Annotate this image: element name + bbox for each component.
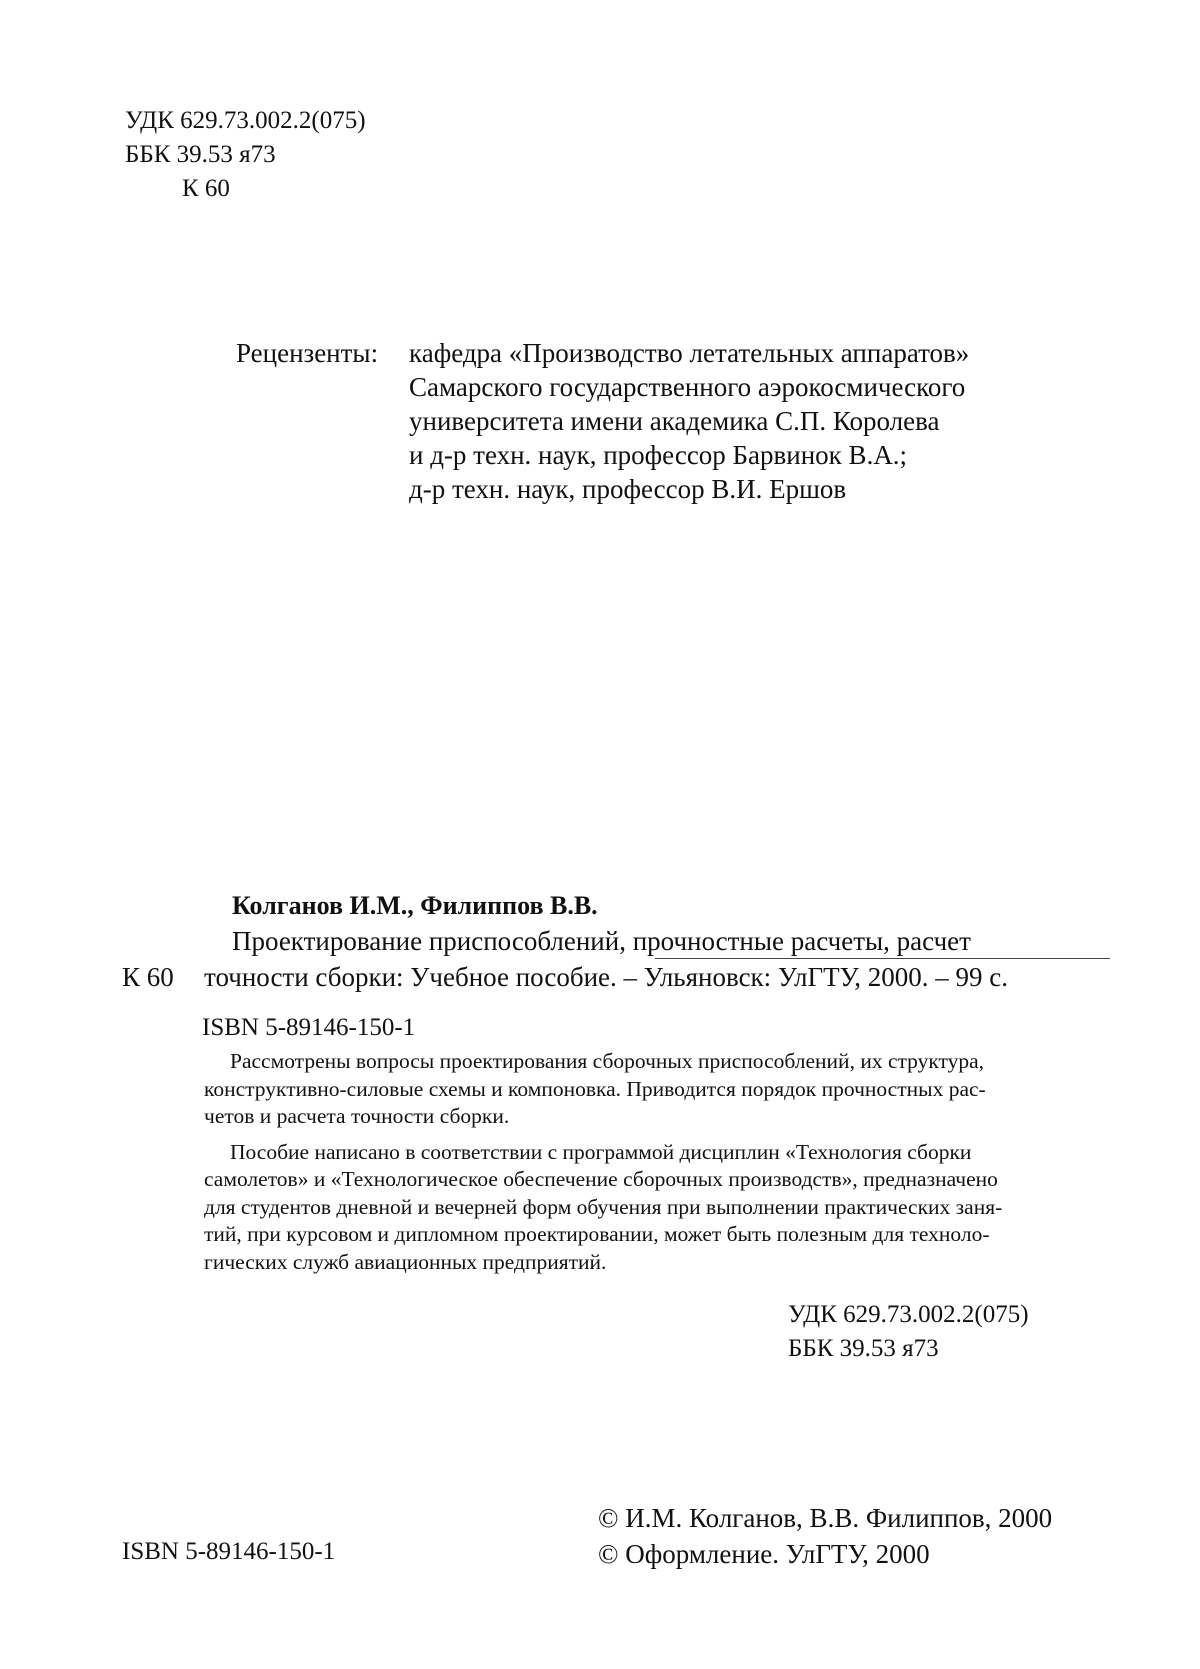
reviewer-line: и д-р техн. наук, профессор Барвинок В.А.; (409, 440, 908, 470)
udk-code: УДК 629.73.002.2(075) (125, 107, 366, 134)
divider-rule (655, 958, 1110, 959)
reviewers-list (409, 336, 969, 506)
abstract-line: Пособие написано в соответствии с программой дисциплин «Технология сборки (230, 1139, 972, 1164)
classification-codes-bottom (788, 1298, 1029, 1366)
author-mark: К 60 (182, 175, 230, 202)
abstract-line: Рассмотрены вопросы проектирования сборочных приспособлений, их структура, (230, 1049, 985, 1073)
reviewers-label: Рецензенты: (236, 338, 379, 368)
book-authors: Колганов И.М., Филиппов В.В. (232, 891, 598, 920)
copyright-authors: © И.М. Колганов, В.В. Филиппов, 2000 (598, 1503, 1053, 1533)
abstract-line: для студентов дневной и вечерней форм обучения при выполнении практических заня- (204, 1194, 1003, 1219)
isbn-footer: ISBN 5-89146-150-1 (122, 1538, 336, 1565)
abstract-line: четов и расчета точности сборки. (204, 1104, 510, 1128)
abstract-line: гических служб авиационных предприятий. (204, 1249, 607, 1274)
udk-code: УДК 629.73.002.2(075) (788, 1301, 1029, 1328)
bbk-code: ББК 39.53 я73 (788, 1335, 939, 1362)
isbn-record: ISBN 5-89146-150-1 (202, 1014, 416, 1041)
bbk-code: ББК 39.53 я73 (125, 141, 276, 168)
abstract-line: конструктивно-силовые схемы и компоновка. Приводится порядок прочностных рас- (204, 1076, 986, 1101)
copyright-block (598, 1500, 1052, 1572)
author-mark-inline: К 60 (122, 962, 174, 992)
abstract-line: тий, при курсовом и дипломном проектировании, может быть полезным для техноло- (204, 1222, 990, 1246)
classification-codes-top (125, 104, 366, 206)
copyright-design: © Оформление. УлГТУ, 2000 (598, 1539, 930, 1569)
book-title-line-1: Проектирование приспособлений, прочностные расчеты, расчет (232, 926, 971, 956)
abstract (204, 1048, 1104, 1276)
abstract-line: самолетов» и «Технологическое обеспечение сборочных производств», предназначено (204, 1167, 998, 1191)
book-title-line-2: точности сборки: Учебное пособие. – Ульяновск: УлГТУ, 2000. – 99 с. (204, 962, 1009, 992)
reviewer-line: кафедра «Производство летательных аппаратов» (409, 338, 970, 368)
reviewer-line: университета имени академика С.П. Королева (409, 406, 940, 436)
reviewer-line: Самарского государственного аэрокосмического (409, 372, 966, 402)
reviewer-line: д-р техн. наук, профессор В.И. Ершов (409, 474, 847, 504)
